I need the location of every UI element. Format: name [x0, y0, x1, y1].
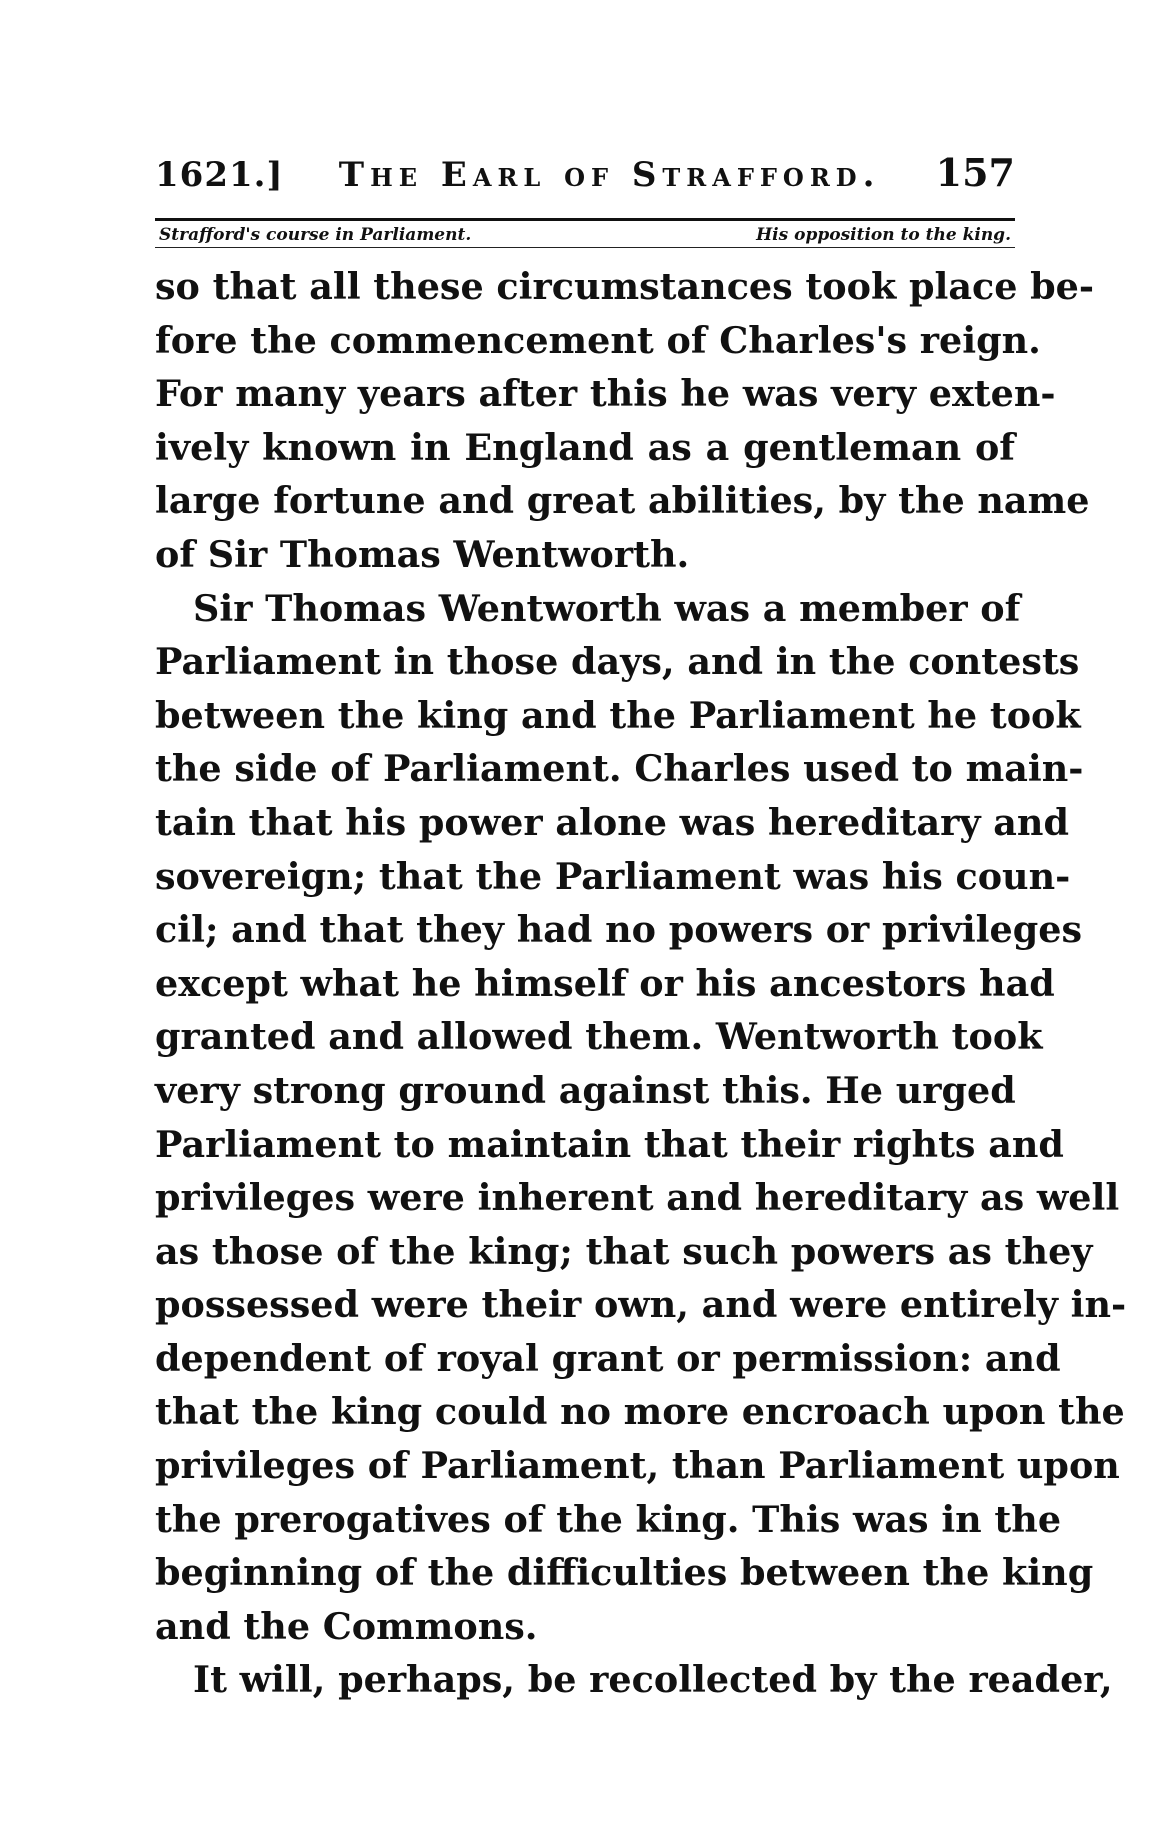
text-line: privileges of Parliament, than Parliament upon: [155, 1444, 1120, 1488]
text-line: Parliament to maintain that their rights and: [155, 1122, 1064, 1166]
text-line: dependent of royal grant or permission: and: [155, 1336, 1061, 1380]
text-line: possessed were their own, and were entirely in-: [155, 1283, 1127, 1327]
text-line: beginning of the difficulties between the king: [155, 1551, 1094, 1595]
text-line: except what he himself or his ancestors had: [155, 961, 1055, 1005]
subhead-rule: [155, 247, 1015, 248]
left-subhead: Strafford's course in Parliament.: [159, 225, 472, 245]
running-head: [155, 150, 1015, 212]
text-line: It will, perhaps, be recollected by the reader,: [193, 1658, 1113, 1702]
text-line: granted and allowed them. Wentworth took: [155, 1015, 1043, 1059]
text-line: as those of the king; that such powers as they: [155, 1229, 1093, 1273]
text-line: tain that his power alone was hereditary and: [155, 800, 1069, 844]
paragraph-3: [155, 1653, 1113, 1707]
page-number: 157: [935, 150, 1015, 195]
running-title: The Earl of Strafford.: [338, 155, 881, 195]
text-line: between the king and the Parliament he took: [155, 693, 1081, 737]
text-line: Parliament in those days, and in the contests: [155, 640, 1080, 684]
text-line: ively known in England as a gentleman of: [155, 425, 1015, 469]
right-subhead: His opposition to the king.: [756, 225, 1011, 245]
text-line: of Sir Thomas Wentworth.: [155, 532, 690, 576]
text-line: fore the commencement of Charles's reign.: [155, 318, 1041, 362]
text-line: very strong ground against this. He urged: [155, 1068, 1016, 1112]
text-line: cil; and that they had no powers or privileges: [155, 908, 1083, 952]
text-line: so that all these circumstances took place be-: [155, 265, 1095, 308]
text-line: that the king could no more encroach upon the: [155, 1390, 1125, 1434]
text-line: privileges were inherent and hereditary as well: [155, 1176, 1120, 1220]
text-line: For many years after this he was very exten-: [155, 372, 1056, 416]
paragraph-1: [155, 260, 1095, 582]
text-line: the prerogatives of the king. This was in the: [155, 1497, 1062, 1541]
text-line: the side of Parliament. Charles used to main-: [155, 747, 1084, 791]
year-label: 1621.]: [155, 155, 284, 195]
text-line: sovereign; that the Parliament was his coun-: [155, 854, 1071, 898]
text-line: Sir Thomas Wentworth was a member of: [193, 586, 1021, 630]
text-line: large fortune and great abilities, by the name: [155, 479, 1090, 523]
text-line: and the Commons.: [155, 1604, 538, 1648]
paragraph-2: [155, 582, 1127, 1654]
book-page: [155, 150, 1127, 1707]
body-text: [155, 260, 1127, 1707]
subheads: [155, 221, 1015, 247]
